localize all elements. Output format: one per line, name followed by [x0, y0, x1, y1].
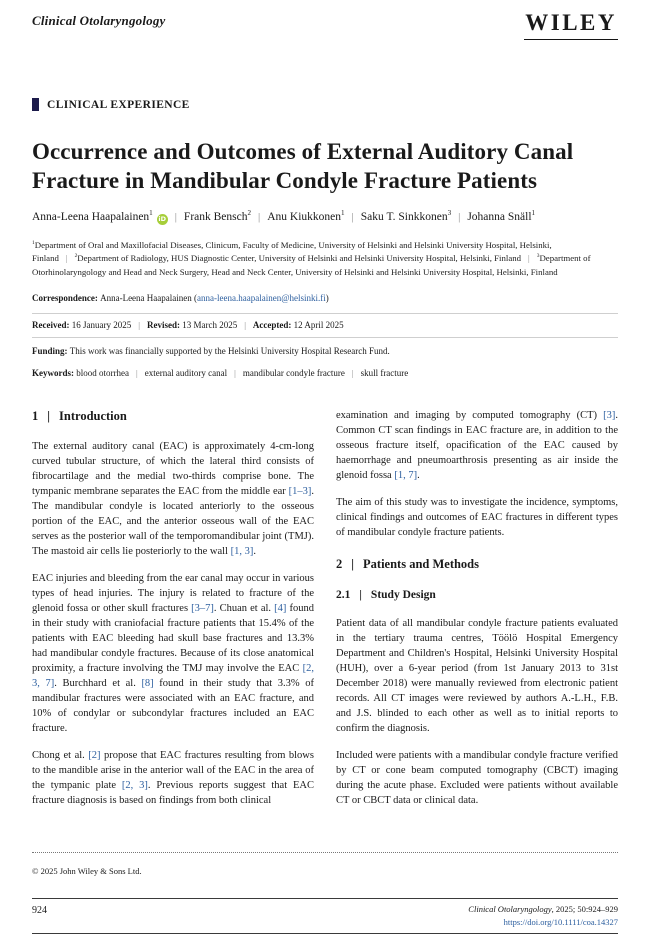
citation-ref[interactable]: [2] [88, 749, 101, 761]
affiliation-superscript: 1 [32, 239, 35, 246]
paragraph: examination and imaging by computed tomography (CT) [3]. Common CT scan findings in EAC fracture are, in addition to the osseous fracture itself, opacification of the EAC caused by haemorrhage and pneumoarthrosis presenting as air inside the glenoid fossa [1, 7]. [336, 409, 618, 481]
affiliation-superscript: 2 [74, 253, 78, 260]
separator: | [528, 254, 530, 264]
journal-name: Clinical Otolaryngology [32, 13, 166, 28]
orcid-icon[interactable]: iD [158, 214, 167, 223]
paragraph: Patient data of all mandibular condyle fracture patients evaluated in the tertiary trauma centres, Töölö Hospital Emergency Department and Children's Hospital, Helsinki University Hospital (HUH), over a 6-year period (from 1st January 2013 to 31st December 2018) were manually reviewed from electronic patient records. All CT images were reviewed by authors A.-L.H., F.B. and J.S. blinded to each other as well as to initial reports to confirm the diagnosis. [336, 618, 618, 735]
section-heading-introduction: 1 | Introduction [32, 408, 127, 423]
journal-citation: Clinical Otolaryngology, 2025; 50:924–929 [468, 904, 618, 915]
separator: | [174, 210, 177, 223]
paragraph: EAC injuries and bleeding from the ear canal may occur in various types of head injuries. The injury is related to fracture of the glenoid fossa or other skull fractures [3–7]. Chuan et al. [4] found in their study with craniofacial fracture patients that 15.4% of the patients with EAC bleeding had skull base fractures and 13.3% had mandibular condyle fractures. Because of its close anatomical proximity, a fracture involving the TMJ may involve the EAC [2, 3, 7]. Burchhard et al. [8] found in their study that 3.3% of mandibular fractures were associated with an EAC fracture, and 10% of condylar or subcondylar fractures included an EAC fracture. [32, 572, 315, 734]
copyright-notice: © 2025 John Wiley & Sons Ltd. [32, 866, 142, 877]
citation-ref[interactable]: [1, 3] [230, 545, 254, 557]
dotted-divider [32, 852, 618, 853]
dates-row: Received: 16 January 2025 | Revised: 13 March 2025 | Accepted: 12 April 2025 [32, 313, 618, 338]
funding-row: Funding: This work was financially supported by the Helsinki University Hospital Research Fund. [32, 346, 390, 357]
page-footer [32, 852, 618, 934]
citation-ref[interactable]: [8] [141, 677, 154, 689]
article-body [32, 408, 618, 820]
separator: | [138, 320, 140, 331]
page-number: 924 [32, 905, 47, 917]
citation-ref[interactable]: [3] [603, 409, 616, 421]
article-type-text: CLINICAL EXPERIENCE [47, 98, 190, 111]
affiliation-superscript: 3 [536, 253, 540, 260]
citation-ref[interactable]: [1–3] [288, 485, 312, 497]
subsection-heading-study-design: 2.1 | Study Design [336, 588, 436, 601]
separator: | [458, 210, 461, 223]
citation-ref[interactable]: [3–7] [191, 602, 214, 614]
correspondence-row: Correspondence: Anna-Leena Haapalainen (anna-leena.haapalainen@helsinki.fi) [32, 292, 329, 303]
affiliation-superscript: 1 [149, 209, 153, 218]
separator: | [65, 254, 68, 264]
separator: | [351, 367, 354, 378]
author-list: Anna-Leena Haapalainen$^1$iD | Frank Bensch$^2$ | Anu Kiukkonen$^1$ | Saku T. Sinkkonen$^3$ | Johanna Snäll$^1$ [32, 209, 536, 223]
paragraph: Included were patients with a mandibular condyle fracture verified by CT or cone beam computed tomography (CBCT) imaging during the acute phase. Excluded were patients without available CT or CBCT data or clinical data. [336, 750, 618, 807]
citation-ref[interactable]: [2, 3, 7] [32, 662, 314, 689]
paragraph: Chong et al. [2] propose that EAC fractures resulting from blows to the mandible arise in the anterior wall of the EAC in the area of the tympanic plate [2, 3]. Previous reports suggest that EAC fracture diagnosis is based on findings from both clinical [32, 749, 314, 806]
citation-ref[interactable]: [4] [274, 602, 287, 614]
separator: | [351, 210, 354, 223]
keywords-row: Keywords: blood otorrhea | external auditory canal | mandibular condyle fracture | skull fracture [32, 367, 409, 378]
separator: | [135, 367, 138, 378]
page-header [32, 10, 618, 40]
paragraph: The aim of this study was to investigate the incidence, symptoms, clinical findings and outcomes of EAC fractures in different types of mandibular condyle fracture patients. [336, 496, 618, 538]
separator: | [234, 367, 236, 378]
doi-link[interactable]: https://doi.org/10.1111/coa.14327 [503, 916, 618, 927]
correspondence-email-link[interactable]: anna-leena.haapalainen@helsinki.fi [197, 292, 326, 303]
right-column [336, 408, 618, 820]
footer-bar [32, 898, 618, 934]
separator: | [244, 320, 246, 331]
section-marker-icon [32, 98, 39, 111]
affiliations: $^1$Department of Oral and Maxillofacial Diseases, Clinicum, Faculty of Medicine, University of Helsinki and Helsinki University Hospital, Helsinki, Finland | $^2$Department of Radiology, HUS Diagnostic Center, University of Helsinki and Helsinki University Hospital, Helsinki, Finland | $^3$Department of Otorhinolaryngology and Head and Neck Surgery, Head and Neck Center, University of Helsinki and Helsinki University Hospital, Helsinki, Finland [32, 239, 591, 277]
affiliation-superscript: 3 [447, 209, 452, 218]
separator: | [258, 210, 261, 223]
citation-ref[interactable]: [1, 7] [394, 469, 418, 481]
article-title: Occurrence and Outcomes of External Auditory Canal Fracture in Mandibular Condyle Fracture Patients [32, 139, 574, 194]
footer-citation [468, 903, 618, 928]
affiliation-superscript: 2 [247, 209, 252, 218]
left-column [32, 408, 314, 820]
paragraph: The external auditory canal (EAC) is approximately 4-cm-long curved tubular structure, of which the lateral third consists of fibrocartilage and the medial two-thirds comprise bone. The tympanic membrane separates the EAC from the middle ear [1–3]. The mandibular condyle is located anteriorly to the osseous portion of the EAC, and the anterior osseous wall of the EAC serves as the posterior wall of the temporomandibular joint (TMJ). The mastoid air cells lie posteriorly to the wall [1, 3]. [32, 440, 314, 557]
wiley-logo: WILEY [524, 10, 618, 40]
section-heading-patients-methods: 2 | Patients and Methods [336, 556, 479, 571]
citation-ref[interactable]: [2, 3] [121, 779, 148, 791]
affiliation-superscript: 1 [531, 209, 536, 218]
article-type-label [32, 98, 618, 111]
affiliation-superscript: 1 [341, 209, 345, 218]
